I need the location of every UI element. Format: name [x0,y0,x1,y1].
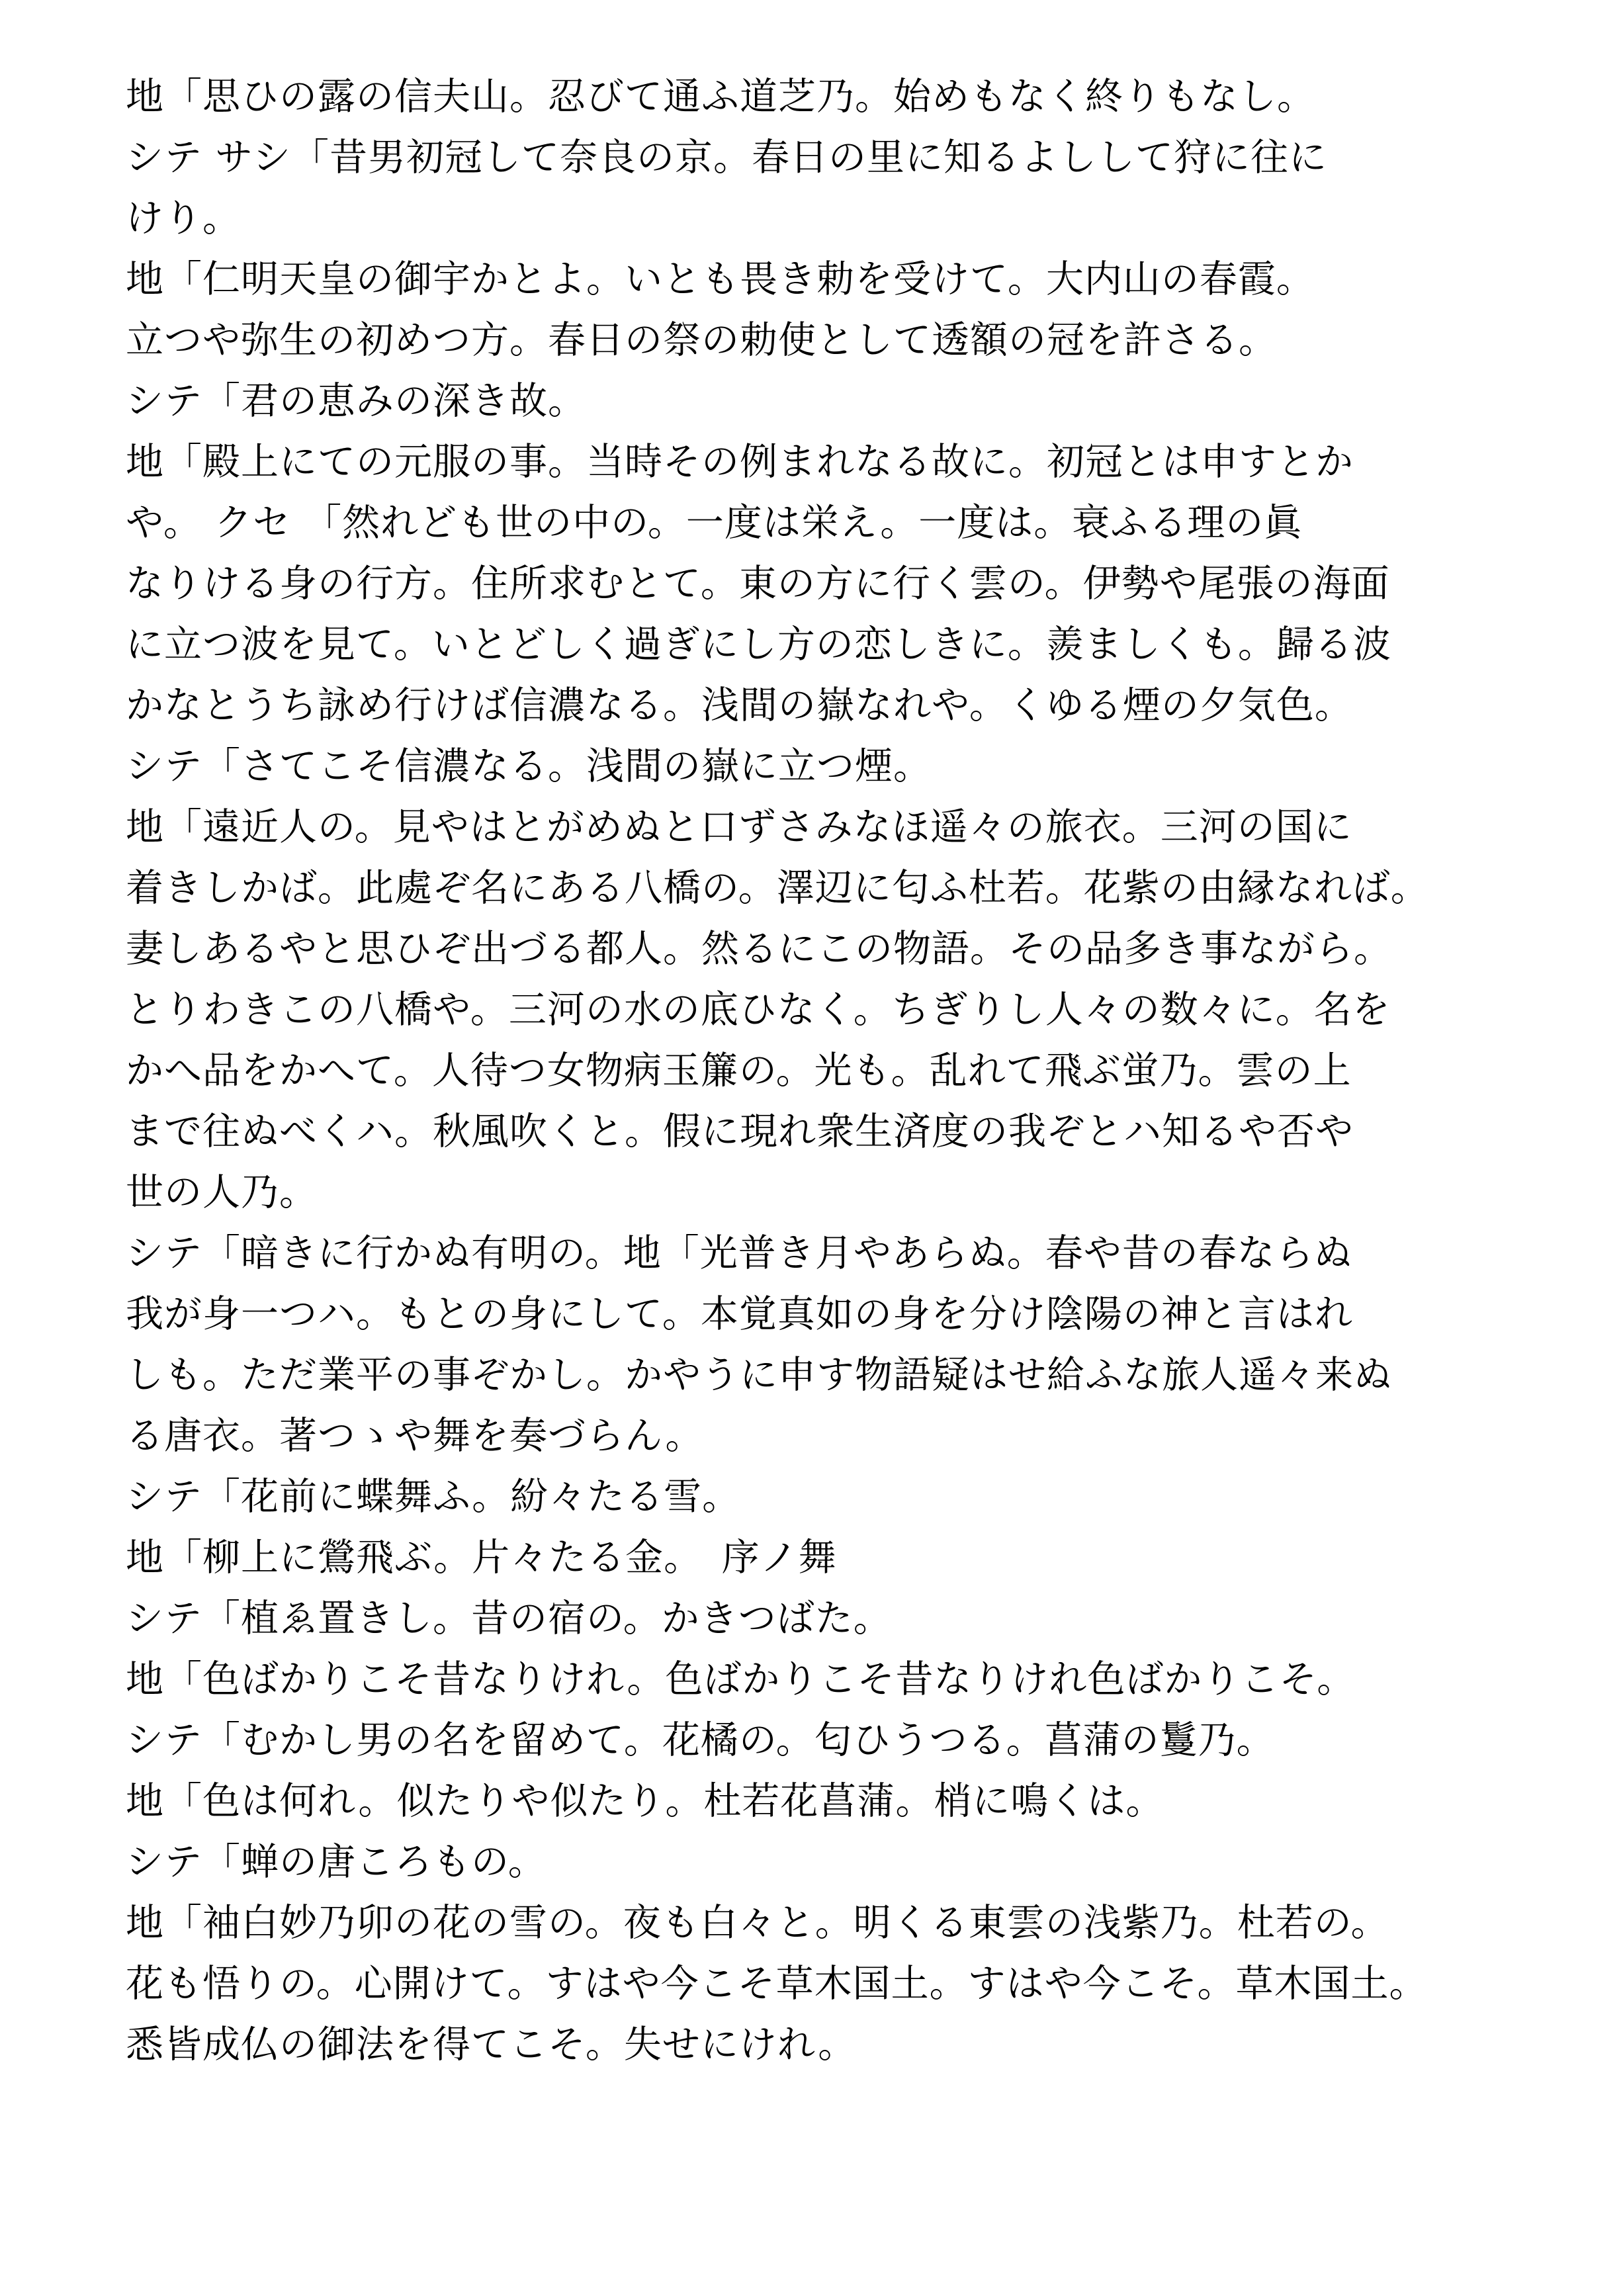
text-line: しも。ただ業平の事ぞかし。かやうに申す物語疑はせ給ふな旅人遥々来ぬ [126,1353,1392,1397]
text-line: まで往ぬべくハ。秋風吹くと。假に現れ衆生済度の我ぞとハ知るや否や [126,1110,1354,1153]
text-line: 地「色ばかりこそ昔なりけれ。色ばかりこそ昔なりけれ色ばかりこそ。 [126,1657,1356,1701]
text-line: 地「遠近人の。見やはとがめぬと口ずさみなほ遥々の旅衣。三河の国に [126,805,1352,849]
text-line: 世の人乃。 [126,1170,318,1214]
text-line: 地「柳上に鶯飛ぶ。片々たる金。 序ノ舞 [126,1536,837,1579]
document-page [126,66,1509,2075]
text-line: る唐衣。著つゝや舞を奏づらん。 [126,1414,704,1458]
text-line: かへ品をかへて。人待つ女物病玉簾の。光も。乱れて飛ぶ蛍乃。雲の上 [126,1049,1352,1092]
text-line: シテ「さてこそ信濃なる。浅間の嶽に立つ煙。 [126,744,932,788]
text-line: に立つ波を見て。いとどしく過ぎにし方の恋しきに。羨ましくも。歸る波 [126,623,1391,666]
text-line: なりける身の行方。住所求むとて。東の方に行く雲の。伊勢や尾張の海面 [126,562,1390,605]
text-line: 地「思ひの露の信夫山。忍びて通ふ道芝乃。始めもなく終りもなし。 [126,75,1315,118]
text-line: けり。 [126,197,241,240]
text-line: 妻しあるやと思ひぞ出づる都人。然るにこの物語。その品多き事ながら。 [126,927,1392,971]
text-line: シテ「むかし男の名を留めて。花橘の。匂ひうつる。菖蒲の鬘乃。 [126,1718,1275,1762]
text-line: 地「仁明天皇の御宇かとよ。いとも畏き勅を受けて。大内山の春霞。 [126,257,1315,301]
text-line: や。 クセ 「然れども世の中の。一度は栄え。一度は。衰ふる理の眞 [126,501,1303,545]
text-line: とりわきこの八橋や。三河の水の底ひなく。ちぎりし人々の数々に。名を [126,988,1391,1032]
text-line: シテ「暗きに行かぬ有明の。地「光普き月やあらぬ。春や昔の春ならぬ [126,1231,1352,1275]
text-line: 地「殿上にての元服の事。当時その例まれなる故に。初冠とは申すとか [126,440,1354,484]
text-line: シテ「君の恵みの深き故。 [126,379,586,423]
text-line: シテ「植ゑ置きし。昔の宿の。かきつばた。 [126,1597,892,1640]
text-line: 地「袖白妙乃卯の花の雪の。夜も白々と。明くる東雲の浅紫乃。杜若の。 [126,1901,1389,1945]
text-line: 立つや弥生の初めつ方。春日の祭の勅使として透額の冠を許さる。 [126,318,1277,362]
text-line: 着きしかば。此處ぞ名にある八橋の。澤辺に匂ふ杜若。花紫の由縁なれば。 [126,866,1429,910]
text-line: 花も悟りの。心開けて。すはや今こそ草木国土。すはや今こそ。草木国土。 [126,1962,1428,2006]
text-line: 我が身一つハ。もとの身にして。本覚真如の身を分け陰陽の神と言はれ [126,1292,1353,1336]
text-line: 地「色は何れ。似たりや似たり。杜若花菖蒲。梢に鳴くは。 [126,1779,1164,1823]
text-line: シテ「蝉の唐ころもの。 [126,1840,547,1884]
text-line: かなとうち詠め行けば信濃なる。浅間の嶽なれや。くゆる煙の夕気色。 [126,684,1353,727]
text-line: シテ サシ「昔男初冠して奈良の京。春日の里に知るよしして狩に往に [126,136,1327,179]
text-line: シテ「花前に蝶舞ふ。紛々たる雪。 [126,1475,741,1519]
text-line: 悉皆成仏の御法を得てこそ。失せにけれ。 [126,2023,857,2066]
